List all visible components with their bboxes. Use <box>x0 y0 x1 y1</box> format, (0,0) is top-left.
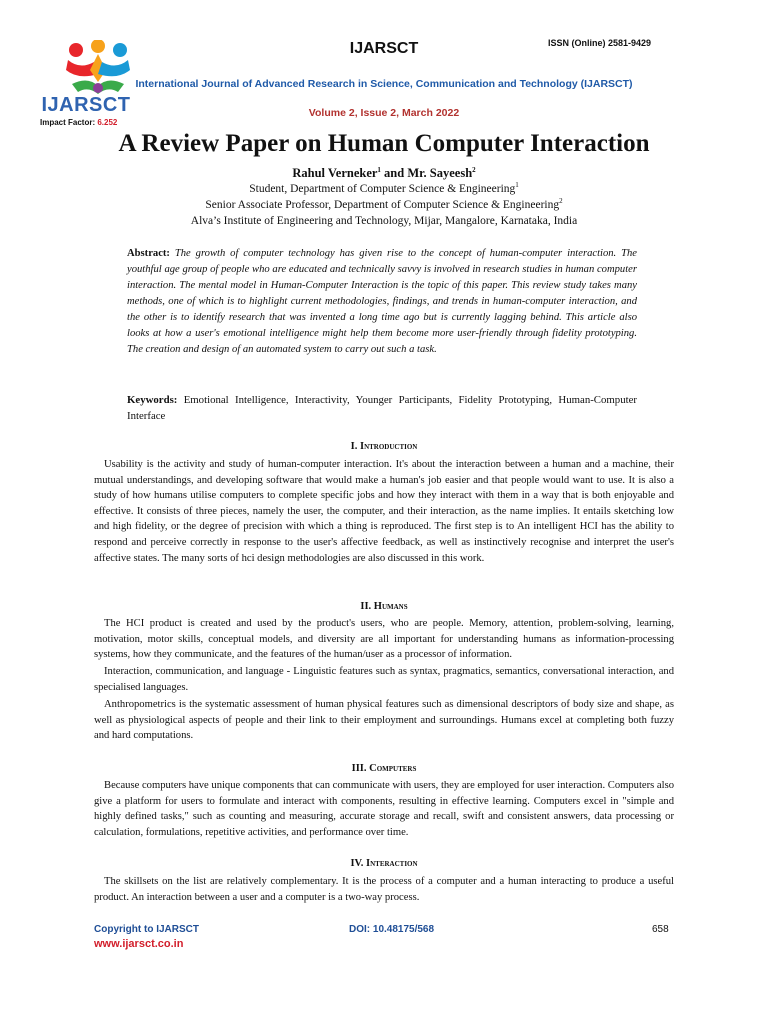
logo-figure-blue <box>98 60 130 76</box>
section-2-paragraph-1: The HCI product is created and used by the product's users, who are people. Memory, attention, problem-solving, learning, motivation, motor skills, conceptual models, and diversity are all important for understanding humans as information-processing systems, how they communicate, and the features of the human/user as a processor of information. <box>94 618 674 661</box>
section-heading-computers: III. Computers <box>351 763 417 774</box>
author-2: Mr. Sayeesh <box>407 166 473 180</box>
paper-title: A Review Paper on Human Computer Interaction <box>118 130 650 157</box>
author-1-sup: 1 <box>377 165 381 174</box>
author-separator: and <box>380 166 408 180</box>
keywords-text: Emotional Intelligence, Interactivity, Younger Participants, Fidelity Prototyping, Human-Computer Interface <box>127 394 637 422</box>
impact-factor <box>40 118 117 127</box>
footer-doi: DOI: 10.48175/568 <box>349 924 435 935</box>
section-3-paragraph-1: Because computers have unique components that can communicate with users, they are employed for user interaction. Computers also give a platform for users to formulate and interact with components, resulting in effective learning. Computers excel in "simple and highly defined tasks," such as counting and measuring, accurate storage and recall, swift and consistent answers, data processing or calculation, formulations, repetitive activities, and performance over time. <box>94 780 674 838</box>
section-4-paragraph-1: The skillsets on the list are relatively complementary. It is the process of a computer and a human interacting to produce a useful product. An interaction between a user and a computer is a two-way process. <box>94 876 674 903</box>
affiliation-2: Senior Associate Professor, Department of Computer Science & Engineering$^2$ <box>205 197 563 211</box>
section-2-paragraph-3: Anthropometrics is the systematic assessment of human physical features such as dimensional descriptors of body size and shape, as well as physiological aspects of people and their link to their employment and surroundings. Humans excel at completing both fuzzy and hard computations. <box>94 699 674 742</box>
author-1: Rahul Verneker <box>292 166 378 180</box>
section-heading-interaction: IV. Interaction <box>350 858 418 869</box>
section-1-paragraph-1: Usability is the activity and study of human-computer interaction. It's about the interaction between a human and a machine, their mutual understandings, and developing software that would make a human's job easier and that people would want to use. It is also a study of how humans utilise computers to complete specific jobs and how they interact with them in a way that is both enjoyable and effective. It consists of three pieces, namely the user, the computer, and their interaction, as the name implies. It entails sketching low and high fidelity, or the degree of precision with which a thing is reproduced. The first step is to An intelligent HCI has the ability to respond and perceive correctly in response to the user's affective feedback, as well as instinctively recognise and interpret the user's affective states. The many sorts of hci design methodologies are also discussed in this work. <box>94 459 674 564</box>
footer-website-link[interactable]: www.ijarsct.co.in <box>94 938 184 950</box>
section-heading-introduction: I. Introduction <box>350 441 418 452</box>
abstract <box>127 246 637 358</box>
keywords <box>127 392 637 424</box>
author-2-sup: 2 <box>472 165 476 174</box>
volume-issue: Volume 2, Issue 2, March 2022 <box>308 107 460 119</box>
keywords-label: Keywords: <box>127 394 178 406</box>
impact-factor-value: 6.252 <box>97 118 118 127</box>
logo-wordmark: IJARSCT <box>41 94 131 116</box>
footer-copyright: Copyright to IJARSCT <box>94 924 199 935</box>
section-2-paragraph-2: Interaction, communication, and language - Linguistic features such as syntax, pragmatics, semantics, conversational interaction, and specialised languages. <box>94 666 674 693</box>
abstract-label: Abstract: <box>127 248 170 259</box>
journal-full-name: International Journal of Advanced Research in Science, Communication and Technology (IJARSCT) <box>135 78 633 90</box>
impact-factor-label: Impact Factor: <box>40 118 98 127</box>
journal-short-name: IJARSCT <box>349 40 419 57</box>
issn: ISSN (Online) 2581-9429 <box>548 38 652 48</box>
section-heading-humans: II. Humans <box>360 601 408 612</box>
page-number: 658 <box>652 924 669 935</box>
abstract-text: The growth of computer technology has given rise to the concept of human-computer interaction. The youthful age group of people who are educated and technically savvy is involved in research studies in human computer interaction. The mental model in Human-Computer Interaction is the topic of this paper. This review study takes many methods, one of which is to highlight current methodologies, findings, and trends in human-computer interaction, and the other is to identify research that was invented a long time ago but is currently lagging behind. This article also looks at how a user's emotional intelligence might help them become more user-friendly through fidelity prototyping. The creation and design of an automated system to carry out such a task. <box>127 248 637 355</box>
affiliation-3: Alva’s Institute of Engineering and Technology, Mijar, Mangalore, Karnataka, India <box>190 215 578 227</box>
affiliation-1: Student, Department of Computer Science & Engineering$^1$ <box>249 181 519 195</box>
authors <box>0 166 768 181</box>
